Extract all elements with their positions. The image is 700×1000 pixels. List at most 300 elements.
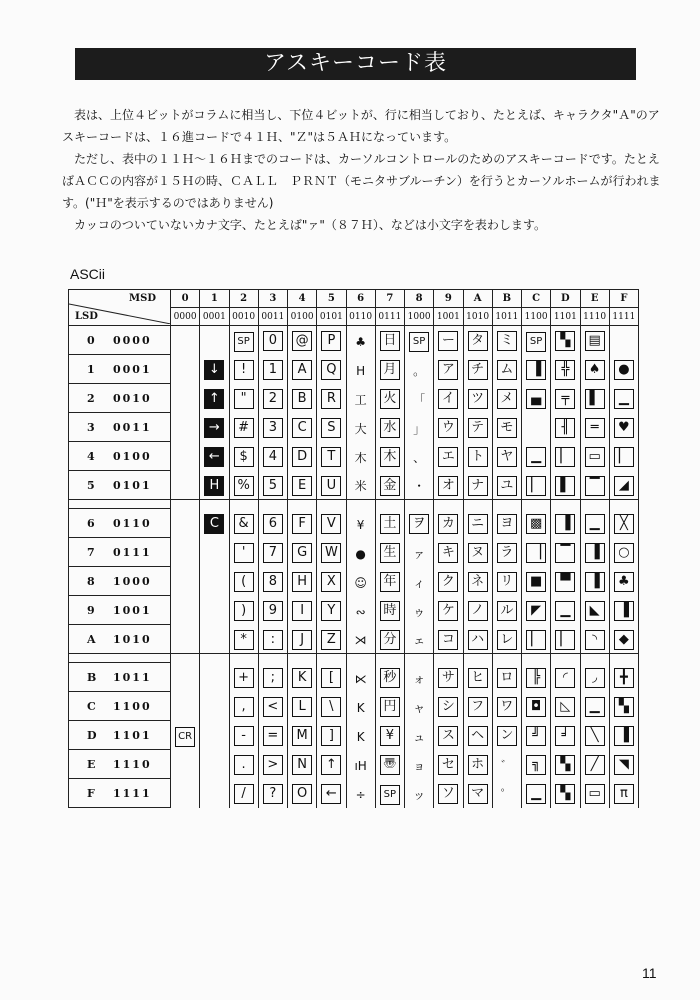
code-cell bbox=[346, 750, 375, 779]
code-cell bbox=[346, 413, 375, 442]
char-glyph: ヤ bbox=[497, 447, 517, 467]
code-cell bbox=[434, 692, 463, 721]
code-cell bbox=[492, 625, 521, 654]
code-cell bbox=[434, 326, 463, 355]
row-header-5 bbox=[69, 471, 171, 500]
char-glyph: ● bbox=[614, 360, 634, 380]
gap-cell bbox=[200, 654, 229, 663]
table-row bbox=[69, 509, 639, 538]
char-glyph: V bbox=[321, 514, 341, 534]
code-cell bbox=[405, 538, 434, 567]
char-glyph: 〠 bbox=[380, 755, 400, 775]
char-glyph: ] bbox=[321, 726, 341, 746]
code-cell bbox=[171, 442, 200, 471]
gap-cell bbox=[551, 654, 580, 663]
char-glyph: * bbox=[234, 630, 254, 650]
char-glyph: F bbox=[292, 514, 312, 534]
char-glyph: ケ bbox=[438, 601, 458, 621]
code-cell bbox=[258, 692, 287, 721]
gap-cell bbox=[69, 654, 171, 663]
code-cell bbox=[580, 509, 609, 538]
char-glyph: ╗ bbox=[526, 755, 546, 775]
char-glyph: Q bbox=[321, 360, 341, 380]
code-cell bbox=[258, 750, 287, 779]
gap-cell bbox=[405, 500, 434, 509]
char-glyph: π bbox=[614, 784, 634, 804]
row-header-F bbox=[69, 779, 171, 808]
char-glyph: ア bbox=[438, 360, 458, 380]
row-bin: 1101 bbox=[113, 728, 152, 742]
code-cell bbox=[229, 509, 258, 538]
char-glyph: ▕ bbox=[526, 543, 546, 563]
char-glyph: ロ bbox=[497, 668, 517, 688]
char-glyph: SP bbox=[234, 332, 254, 352]
char-glyph: ◤ bbox=[526, 601, 546, 621]
char-glyph: ¥ bbox=[356, 517, 365, 532]
column-bin-2: 0010 bbox=[229, 308, 258, 326]
char-glyph: 月 bbox=[380, 360, 400, 380]
gap-cell bbox=[609, 500, 638, 509]
code-cell bbox=[405, 567, 434, 596]
char-glyph: ▚ bbox=[555, 755, 575, 775]
char-glyph: キ bbox=[438, 543, 458, 563]
code-cell bbox=[375, 692, 404, 721]
gap-cell bbox=[609, 654, 638, 663]
char-glyph: M bbox=[292, 726, 312, 746]
row-hex: F bbox=[87, 786, 95, 800]
code-cell bbox=[317, 625, 346, 654]
column-hex-D: D bbox=[551, 290, 580, 308]
char-glyph: ラ bbox=[497, 543, 517, 563]
row-header-3 bbox=[69, 413, 171, 442]
row-hex: 7 bbox=[87, 545, 95, 559]
char-glyph: < bbox=[263, 697, 283, 717]
code-cell bbox=[492, 779, 521, 808]
code-cell bbox=[551, 625, 580, 654]
code-cell bbox=[229, 326, 258, 355]
char-glyph: ◥ bbox=[614, 755, 634, 775]
code-cell bbox=[375, 471, 404, 500]
code-cell bbox=[551, 326, 580, 355]
code-cell bbox=[522, 509, 551, 538]
code-cell bbox=[463, 538, 492, 567]
char-glyph: ▩ bbox=[526, 514, 546, 534]
code-cell bbox=[229, 355, 258, 384]
code-cell bbox=[609, 596, 638, 625]
code-cell bbox=[317, 567, 346, 596]
code-cell bbox=[580, 596, 609, 625]
char-glyph: W bbox=[321, 543, 341, 563]
code-cell bbox=[171, 326, 200, 355]
code-cell bbox=[346, 326, 375, 355]
table-row bbox=[69, 538, 639, 567]
char-glyph: X bbox=[321, 572, 341, 592]
code-cell bbox=[346, 538, 375, 567]
code-cell bbox=[258, 509, 287, 538]
code-cell bbox=[522, 413, 551, 442]
table-row bbox=[69, 355, 639, 384]
char-glyph: ス bbox=[438, 726, 458, 746]
gap-cell bbox=[522, 500, 551, 509]
char-glyph: : bbox=[263, 630, 283, 650]
code-cell bbox=[375, 509, 404, 538]
code-cell bbox=[463, 355, 492, 384]
char-glyph: SP bbox=[409, 332, 429, 352]
char-glyph: ゥ bbox=[413, 604, 426, 619]
gap-cell bbox=[229, 654, 258, 663]
code-cell bbox=[434, 779, 463, 808]
code-cell bbox=[200, 721, 229, 750]
char-glyph: ヘ bbox=[468, 726, 488, 746]
char-glyph: ● bbox=[355, 546, 366, 561]
char-glyph: 9 bbox=[263, 601, 283, 621]
char-glyph: ゜ bbox=[500, 787, 513, 802]
row-header-A bbox=[69, 625, 171, 654]
char-glyph: ♥ bbox=[614, 418, 634, 438]
code-cell bbox=[288, 779, 317, 808]
code-cell bbox=[492, 471, 521, 500]
char-glyph: ▌ bbox=[585, 389, 605, 409]
code-cell bbox=[551, 355, 580, 384]
char-glyph: ▚ bbox=[555, 784, 575, 804]
table-row bbox=[69, 779, 639, 808]
code-cell bbox=[551, 721, 580, 750]
char-glyph: 「 bbox=[413, 392, 426, 407]
code-cell bbox=[375, 326, 404, 355]
char-glyph: ╬ bbox=[555, 360, 575, 380]
char-glyph: 2 bbox=[263, 389, 283, 409]
char-glyph: 1 bbox=[263, 360, 283, 380]
code-cell bbox=[200, 779, 229, 808]
row-bin: 1111 bbox=[113, 786, 152, 800]
code-cell bbox=[317, 326, 346, 355]
code-cell bbox=[551, 779, 580, 808]
code-cell bbox=[346, 509, 375, 538]
page-title: アスキーコード表 bbox=[75, 48, 636, 80]
char-glyph: > bbox=[263, 755, 283, 775]
column-bin-4: 0100 bbox=[288, 308, 317, 326]
code-cell bbox=[288, 355, 317, 384]
row-gap bbox=[69, 654, 639, 663]
code-cell bbox=[580, 326, 609, 355]
code-cell bbox=[492, 384, 521, 413]
code-cell bbox=[405, 692, 434, 721]
char-glyph: ↓ bbox=[204, 360, 224, 380]
code-cell bbox=[317, 779, 346, 808]
char-glyph: 年 bbox=[380, 572, 400, 592]
code-cell bbox=[200, 538, 229, 567]
column-hex-5: 5 bbox=[317, 290, 346, 308]
code-cell bbox=[288, 596, 317, 625]
code-cell bbox=[580, 413, 609, 442]
char-glyph: ホ bbox=[468, 755, 488, 775]
column-hex-9: 9 bbox=[434, 290, 463, 308]
code-cell bbox=[492, 509, 521, 538]
code-cell bbox=[288, 509, 317, 538]
char-glyph: ← bbox=[204, 447, 224, 467]
code-cell bbox=[434, 471, 463, 500]
code-cell bbox=[522, 442, 551, 471]
char-glyph: I bbox=[292, 601, 312, 621]
intro-paragraph-3: カッコのついていないカナ文字、たとえば"ァ"（８７Ｈ）、などは小文字を表わします。 bbox=[62, 218, 546, 232]
char-glyph: ハ bbox=[468, 630, 488, 650]
code-cell bbox=[317, 596, 346, 625]
code-cell bbox=[229, 442, 258, 471]
column-bin-E: 1110 bbox=[580, 308, 609, 326]
char-glyph: ◝ bbox=[585, 630, 605, 650]
code-cell bbox=[551, 509, 580, 538]
char-glyph: 金 bbox=[380, 476, 400, 496]
char-glyph: エ bbox=[438, 447, 458, 467]
code-cell bbox=[492, 538, 521, 567]
code-cell bbox=[609, 625, 638, 654]
code-cell bbox=[463, 750, 492, 779]
char-glyph: ▁ bbox=[585, 697, 605, 717]
code-cell bbox=[375, 625, 404, 654]
char-glyph: 木 bbox=[354, 450, 367, 465]
code-cell bbox=[580, 779, 609, 808]
code-cell bbox=[609, 355, 638, 384]
code-cell bbox=[551, 567, 580, 596]
char-glyph: ▄ bbox=[526, 389, 546, 409]
code-cell bbox=[375, 663, 404, 692]
code-cell bbox=[258, 663, 287, 692]
char-glyph: ( bbox=[234, 572, 254, 592]
table-row bbox=[69, 442, 639, 471]
char-glyph: シ bbox=[438, 697, 458, 717]
char-glyph: S bbox=[321, 418, 341, 438]
code-cell bbox=[609, 384, 638, 413]
gap-cell bbox=[463, 654, 492, 663]
code-cell bbox=[580, 750, 609, 779]
code-cell bbox=[200, 692, 229, 721]
code-cell bbox=[346, 471, 375, 500]
column-bin-3: 0011 bbox=[258, 308, 287, 326]
char-glyph: / bbox=[234, 784, 254, 804]
char-glyph: ♠ bbox=[585, 360, 605, 380]
column-hex-1: 1 bbox=[200, 290, 229, 308]
char-glyph: % bbox=[234, 476, 254, 496]
char-glyph: ◆ bbox=[614, 630, 634, 650]
column-bin-6: 0110 bbox=[346, 308, 375, 326]
char-glyph: ▚ bbox=[614, 697, 634, 717]
gap-cell bbox=[375, 654, 404, 663]
char-glyph: → bbox=[204, 418, 224, 438]
code-cell bbox=[434, 509, 463, 538]
char-glyph: " bbox=[234, 389, 254, 409]
code-cell bbox=[171, 692, 200, 721]
char-glyph: ▁ bbox=[555, 601, 575, 621]
code-cell bbox=[609, 413, 638, 442]
code-cell bbox=[288, 538, 317, 567]
char-glyph: ╲ bbox=[585, 726, 605, 746]
code-cell bbox=[580, 692, 609, 721]
char-glyph: ク bbox=[438, 572, 458, 592]
code-cell bbox=[288, 442, 317, 471]
char-glyph: 、 bbox=[413, 450, 426, 465]
char-glyph: ◘ bbox=[526, 697, 546, 717]
char-glyph: サ bbox=[438, 668, 458, 688]
code-cell bbox=[609, 471, 638, 500]
code-cell bbox=[551, 384, 580, 413]
code-cell bbox=[317, 692, 346, 721]
char-glyph: 5 bbox=[263, 476, 283, 496]
char-glyph: ' bbox=[234, 543, 254, 563]
char-glyph: ォ bbox=[413, 671, 426, 686]
gap-cell bbox=[346, 654, 375, 663]
char-glyph: 水 bbox=[380, 418, 400, 438]
column-bin-D: 1101 bbox=[551, 308, 580, 326]
char-glyph: ▭ bbox=[585, 447, 605, 467]
code-cell bbox=[463, 384, 492, 413]
char-glyph: ← bbox=[321, 784, 341, 804]
code-cell bbox=[434, 355, 463, 384]
char-glyph: 円 bbox=[380, 697, 400, 717]
code-cell bbox=[434, 442, 463, 471]
char-glyph: 大 bbox=[354, 421, 367, 436]
char-glyph: L bbox=[292, 697, 312, 717]
code-cell bbox=[551, 596, 580, 625]
row-bin: 0101 bbox=[113, 478, 152, 492]
char-glyph: P bbox=[321, 331, 341, 351]
char-glyph: ╠ bbox=[526, 668, 546, 688]
gap-cell bbox=[492, 500, 521, 509]
char-glyph: ╤ bbox=[555, 389, 575, 409]
column-bin-7: 0111 bbox=[375, 308, 404, 326]
char-glyph: ♣ bbox=[355, 334, 366, 349]
code-cell bbox=[171, 750, 200, 779]
row-bin: 0110 bbox=[113, 516, 152, 530]
code-cell bbox=[580, 625, 609, 654]
code-cell bbox=[580, 442, 609, 471]
row-header-8 bbox=[69, 567, 171, 596]
code-cell bbox=[434, 663, 463, 692]
row-hex: 1 bbox=[87, 362, 95, 376]
char-glyph: 分 bbox=[380, 630, 400, 650]
code-cell bbox=[288, 413, 317, 442]
char-glyph: N bbox=[292, 755, 312, 775]
code-cell bbox=[317, 538, 346, 567]
char-glyph: ウ bbox=[438, 418, 458, 438]
code-cell bbox=[346, 384, 375, 413]
row-header-E bbox=[69, 750, 171, 779]
column-header-row bbox=[69, 290, 639, 308]
code-cell bbox=[229, 625, 258, 654]
gap-cell bbox=[375, 500, 404, 509]
lsd-label: LSD bbox=[75, 311, 98, 322]
column-bin-5: 0101 bbox=[317, 308, 346, 326]
gap-cell bbox=[69, 500, 171, 509]
row-header-9 bbox=[69, 596, 171, 625]
char-glyph: ▐ bbox=[614, 601, 634, 621]
code-cell bbox=[171, 384, 200, 413]
code-cell bbox=[171, 355, 200, 384]
gap-cell bbox=[405, 654, 434, 663]
code-cell bbox=[375, 442, 404, 471]
char-glyph: ⋉ bbox=[354, 671, 367, 686]
char-glyph: ⋊ bbox=[354, 633, 367, 648]
char-glyph: マ bbox=[468, 784, 488, 804]
char-glyph: ╝ bbox=[526, 726, 546, 746]
code-cell bbox=[405, 471, 434, 500]
char-glyph: ) bbox=[234, 601, 254, 621]
char-glyph: ■ bbox=[526, 572, 546, 592]
code-cell bbox=[346, 692, 375, 721]
char-glyph: ╛ bbox=[555, 726, 575, 746]
code-cell bbox=[258, 625, 287, 654]
row-bin: 1110 bbox=[113, 757, 152, 771]
code-cell bbox=[346, 567, 375, 596]
char-glyph: カ bbox=[438, 514, 458, 534]
code-cell bbox=[492, 663, 521, 692]
char-glyph: - bbox=[234, 726, 254, 746]
char-glyph: ◞ bbox=[585, 668, 605, 688]
code-cell bbox=[580, 471, 609, 500]
row-bin: 1100 bbox=[113, 699, 152, 713]
char-glyph: A bbox=[292, 360, 312, 380]
char-glyph: テ bbox=[468, 418, 488, 438]
column-bin-9: 1001 bbox=[434, 308, 463, 326]
ascii-code-table bbox=[68, 289, 639, 808]
char-glyph: ▐ bbox=[614, 726, 634, 746]
char-glyph: ! bbox=[234, 360, 254, 380]
code-cell bbox=[609, 692, 638, 721]
char-glyph: ▏ bbox=[614, 447, 634, 467]
column-bin-0: 0000 bbox=[171, 308, 200, 326]
code-cell bbox=[492, 721, 521, 750]
char-glyph: , bbox=[234, 697, 254, 717]
code-cell bbox=[405, 442, 434, 471]
code-cell bbox=[492, 355, 521, 384]
char-glyph: ソ bbox=[438, 784, 458, 804]
gap-cell bbox=[200, 500, 229, 509]
char-glyph: K bbox=[356, 700, 365, 715]
row-hex: 3 bbox=[87, 420, 95, 434]
code-cell bbox=[434, 413, 463, 442]
gap-cell bbox=[434, 500, 463, 509]
char-glyph: ▐ bbox=[526, 360, 546, 380]
code-cell bbox=[492, 692, 521, 721]
code-cell bbox=[229, 471, 258, 500]
code-cell bbox=[463, 779, 492, 808]
char-glyph: 6 bbox=[263, 514, 283, 534]
char-glyph: ▁ bbox=[614, 389, 634, 409]
column-hex-F: F bbox=[609, 290, 638, 308]
table-row bbox=[69, 471, 639, 500]
gap-cell bbox=[434, 654, 463, 663]
char-glyph: ? bbox=[263, 784, 283, 804]
char-glyph: 日 bbox=[380, 331, 400, 351]
char-glyph: ナ bbox=[468, 476, 488, 496]
char-glyph: K bbox=[356, 729, 365, 744]
code-cell bbox=[200, 442, 229, 471]
code-cell bbox=[229, 779, 258, 808]
gap-cell bbox=[288, 500, 317, 509]
code-cell bbox=[405, 750, 434, 779]
code-cell bbox=[551, 692, 580, 721]
code-cell bbox=[492, 596, 521, 625]
row-header-2 bbox=[69, 384, 171, 413]
code-cell bbox=[258, 384, 287, 413]
code-cell bbox=[492, 413, 521, 442]
char-glyph: ッ bbox=[413, 787, 426, 802]
code-cell bbox=[200, 567, 229, 596]
code-cell bbox=[405, 355, 434, 384]
char-glyph: 米 bbox=[354, 479, 367, 494]
table-row bbox=[69, 663, 639, 692]
code-cell bbox=[434, 567, 463, 596]
code-cell bbox=[551, 538, 580, 567]
